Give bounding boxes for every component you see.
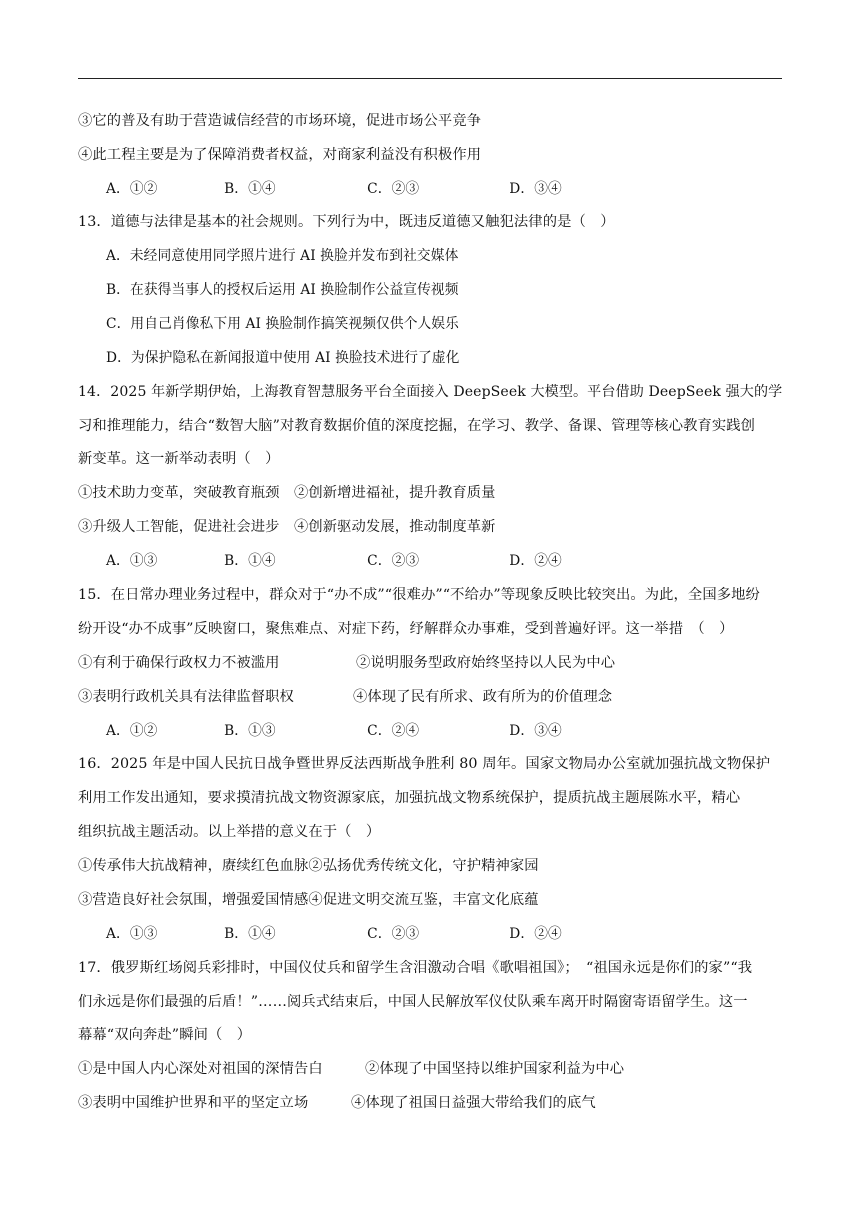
- q17-stem-line-2: 们永远是你们最强的后盾！”……阅兵式结束后，中国人民解放军仪仗队乘车离开时隔窗寄语留学生。这一: [78, 994, 748, 1010]
- q17-stem-line-1: 17．俄罗斯红场阅兵彩排时，中国仪仗兵和留学生含泪激动合唱《歌唱祖国》； “祖国永远是你们的家”“我: [78, 960, 753, 976]
- q15-statement-3: ③表明行政机关具有法律监督职权: [78, 689, 294, 705]
- q15-stem-line-2: 纷开设“办不成事”反映窗口，聚焦难点、对症下药，纾解群众办事难，受到普遍好评。这一举措 （ ）: [78, 621, 734, 637]
- q13-stem: 13．道德与法律是基本的社会规则。下列行为中，既违反道德又触犯法律的是（ ）: [78, 214, 615, 230]
- q15-statement-2: ②说明服务型政府始终坚持以人民为中心: [356, 655, 616, 671]
- q13-option-b: B．在获得当事人的授权后运用 AI 换脸制作公益宣传视频: [106, 282, 459, 298]
- q15-option-d: D．③④: [509, 723, 562, 739]
- q14-option-a: A．①③: [106, 553, 158, 569]
- q16-stem-line-2: 利用工作发出通知，要求摸清抗战文物资源家底，加强抗战文物系统保护，提质抗战主题展陈水平，精心: [78, 790, 741, 806]
- q12-option-c: C．②③: [367, 181, 420, 197]
- q14-statements-3-4: ③升级人工智能，促进社会进步 ④创新驱动发展，推动制度革新: [78, 519, 496, 535]
- q16-option-a: A．①③: [106, 926, 158, 942]
- q12-statement-4: ④此工程主要是为了保障消费者权益，对商家利益没有积极作用: [78, 147, 482, 163]
- q13-option-d: D．为保护隐私在新闻报道中使用 AI 换脸技术进行了虚化: [106, 350, 460, 366]
- q12-statement-3: ③它的普及有助于营造诚信经营的市场环境，促进市场公平竞争: [78, 113, 482, 129]
- q12-option-b: B．①④: [224, 181, 276, 197]
- q14-statements-1-2: ①技术助力变革，突破教育瓶颈 ②创新增进福祉，提升教育质量: [78, 485, 496, 501]
- q14-option-b: B．①④: [224, 553, 276, 569]
- q16-stem-line-1: 16．2025 年是中国人民抗日战争暨世界反法西斯战争胜利 80 周年。国家文物局办公室就加强抗战文物保护: [78, 756, 771, 772]
- q16-stem-line-3: 组织抗战主题活动。以上举措的意义在于（ ）: [78, 824, 381, 840]
- q13-option-c: C．用自己肖像私下用 AI 换脸制作搞笑视频仅供个人娱乐: [106, 316, 460, 332]
- q17-stem-line-3: 幕幕“双向奔赴”瞬间（ ）: [78, 1027, 252, 1043]
- q12-option-d: D．③④: [509, 181, 562, 197]
- q14-option-d: D．②④: [509, 553, 562, 569]
- q14-stem-line-1: 14．2025 年新学期伊始，上海教育智慧服务平台全面接入 DeepSeek 大模型。平台借助 DeepSeek 强大的学: [78, 384, 783, 400]
- q14-stem-line-3: 新变革。这一新举动表明（ ）: [78, 451, 280, 467]
- q15-statement-1: ①有利于确保行政权力不被滥用: [78, 655, 280, 671]
- q17-statement-3: ③表明中国维护世界和平的坚定立场: [78, 1095, 309, 1111]
- q17-statement-4: ④体现了祖国日益强大带给我们的底气: [351, 1095, 596, 1111]
- q16-option-c: C．②③: [367, 926, 420, 942]
- q15-statement-4: ④体现了民有所求、政有所为的价值理念: [353, 689, 613, 705]
- q15-option-b: B．①③: [224, 723, 276, 739]
- header-rule: [78, 78, 782, 79]
- q15-stem-line-1: 15．在日常办理业务过程中，群众对于“办不成”“很难办”“不给办”等现象反映比较突出。为此，全国多地纷: [78, 587, 760, 603]
- q15-option-c: C．②④: [367, 723, 420, 739]
- q13-option-a: A．未经同意使用同学照片进行 AI 换脸并发布到社交媒体: [106, 248, 459, 264]
- q14-option-c: C．②③: [367, 553, 420, 569]
- q16-statements-3-4: ③营造良好社会氛围，增强爱国情感④促进文明交流互鉴，丰富文化底蕴: [78, 892, 539, 908]
- q16-option-b: B．①④: [224, 926, 276, 942]
- q16-statements-1-2: ①传承伟大抗战精神，赓续红色血脉②弘扬优秀传统文化，守护精神家园: [78, 858, 539, 874]
- q12-option-a: A．①②: [106, 181, 158, 197]
- q17-statement-1: ①是中国人内心深处对祖国的深情告白: [78, 1061, 323, 1077]
- q15-option-a: A．①②: [106, 723, 158, 739]
- q16-option-d: D．②④: [509, 926, 562, 942]
- q14-stem-line-2: 习和推理能力，结合“数智大脑”对教育数据价值的深度挖掘，在学习、教学、备课、管理等核心教育实践创: [78, 418, 756, 434]
- q17-statement-2: ②体现了中国坚持以维护国家利益为中心: [365, 1061, 625, 1077]
